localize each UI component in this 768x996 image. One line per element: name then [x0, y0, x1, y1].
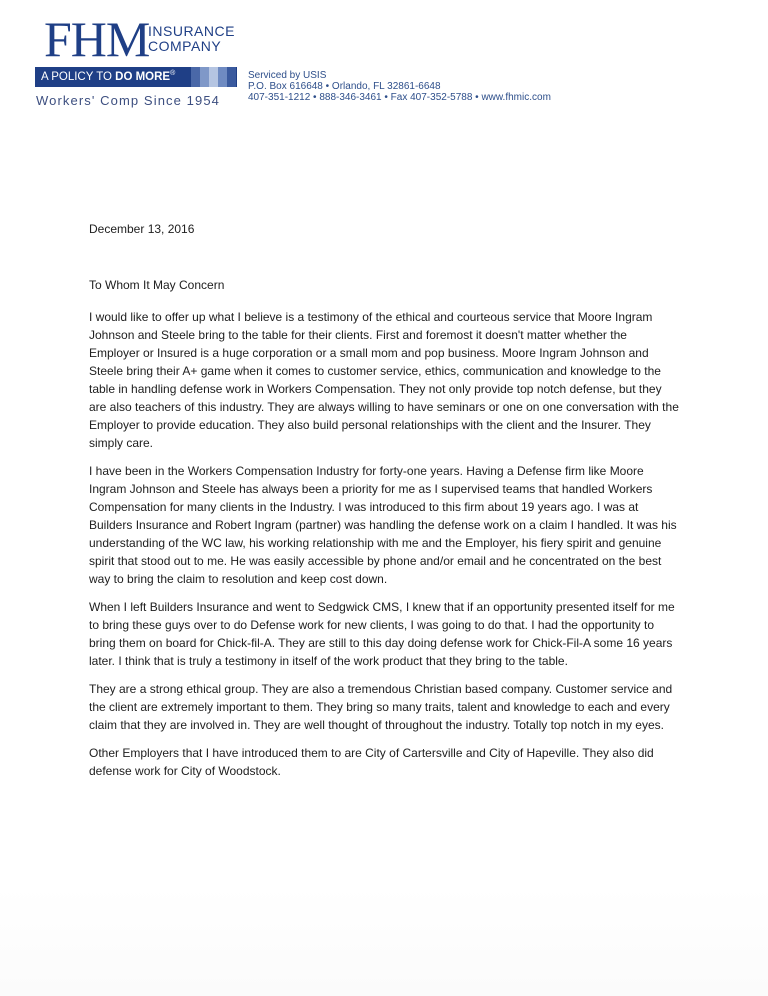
tagline-prefix: A POLICY TO [41, 70, 116, 83]
contact-info [248, 70, 551, 103]
letter-paragraph: Other Employers that I have introduced them to are City of Cartersville and City of Hapeville. They also did defense work for City of Woodstock. [89, 746, 654, 778]
letter-date: December 13, 2016 [89, 222, 195, 236]
letter-body [89, 220, 679, 790]
letter-paragraph: When I left Builders Insurance and went to Sedgwick CMS, I knew that if an opportunity presented itself for me to bring these guys over to do Defense work for new clients, I was going to do that. I had the opportunity to bring them on board for Chick-fil-A. They are still to this day doing defense work for Chick-Fil-A some 16 years later. I think that is truly a testimony in itself of the work product that they bring to the table. [89, 600, 675, 668]
tagline-subtitle: Workers' Comp Since 1954 [36, 93, 220, 108]
logo-line-insurance: INSURANCE [148, 23, 235, 39]
tagline-gradient-squares [191, 67, 237, 87]
contact-address: P.O. Box 616648 • Orlando, FL 32861-6648 [248, 81, 441, 92]
tagline-text [41, 70, 175, 83]
letter-salutation: To Whom It May Concern [89, 278, 225, 292]
page-bottom-shade [0, 886, 768, 996]
tagline-bold: DO MORE [115, 70, 171, 83]
letter-paragraph: They are a strong ethical group. They are also a tremendous Christian based company. Customer service and the client are extremely important to them. They bring so many traits, talent and knowledge to each and every claim that they are involved in. They are well thought of throughout the industry. Totally top notch in my eyes. [89, 682, 673, 732]
contact-serviced-by: Serviced by USIS [248, 70, 327, 81]
tagline-mark: ® [170, 70, 176, 77]
letter-paragraph: I would like to offer up what I believe is a testimony of the ethical and courteous service that Moore Ingram Johnson and Steele bring to the table for their clients. First and foremost it doesn't matter whether the Employer or Insured is a huge corporation or a small mom and pop business. Moore Ingram Johnson and Steele bring their A+ game when it comes to customer service, ethics, communication and knowledge to the table in handling defense work in Workers Compensation. They not only provide top notch defense, but they are also teachers of this industry. They are always willing to have seminars or one on one conversation with the Employer to provide education. They also build personal relationships with the client and the Insurer. They simply care. [89, 310, 679, 450]
logo-line-company: COMPANY [148, 38, 222, 54]
company-logo-subtitle [148, 24, 235, 54]
letter-paragraph: I have been in the Workers Compensation Industry for forty-one years. Having a Defense firm like Moore Ingram Johnson and Steele has always been a priority for me as I supervised teams that handled Workers Compensation for many clients in the Industry. I was introduced to this firm about 19 years ago. I was at Builders Insurance and Robert Ingram (partner) was handling the defense work on a claim I handled. It was his understanding of the WC law, his working relationship with me and the Employer, his fiery spirit and genuine spirit that stood out to me. He was easily accessible by phone and/or email and he concentrated on the best way to bring the claim to resolution and keep cost down. [89, 464, 677, 586]
tagline-banner [35, 67, 237, 87]
company-logo: FHM [44, 11, 150, 67]
contact-phone-web: 407-351-1212 • 888-346-3461 • Fax 407-352-5788 • www.fhmic.com [248, 92, 551, 103]
